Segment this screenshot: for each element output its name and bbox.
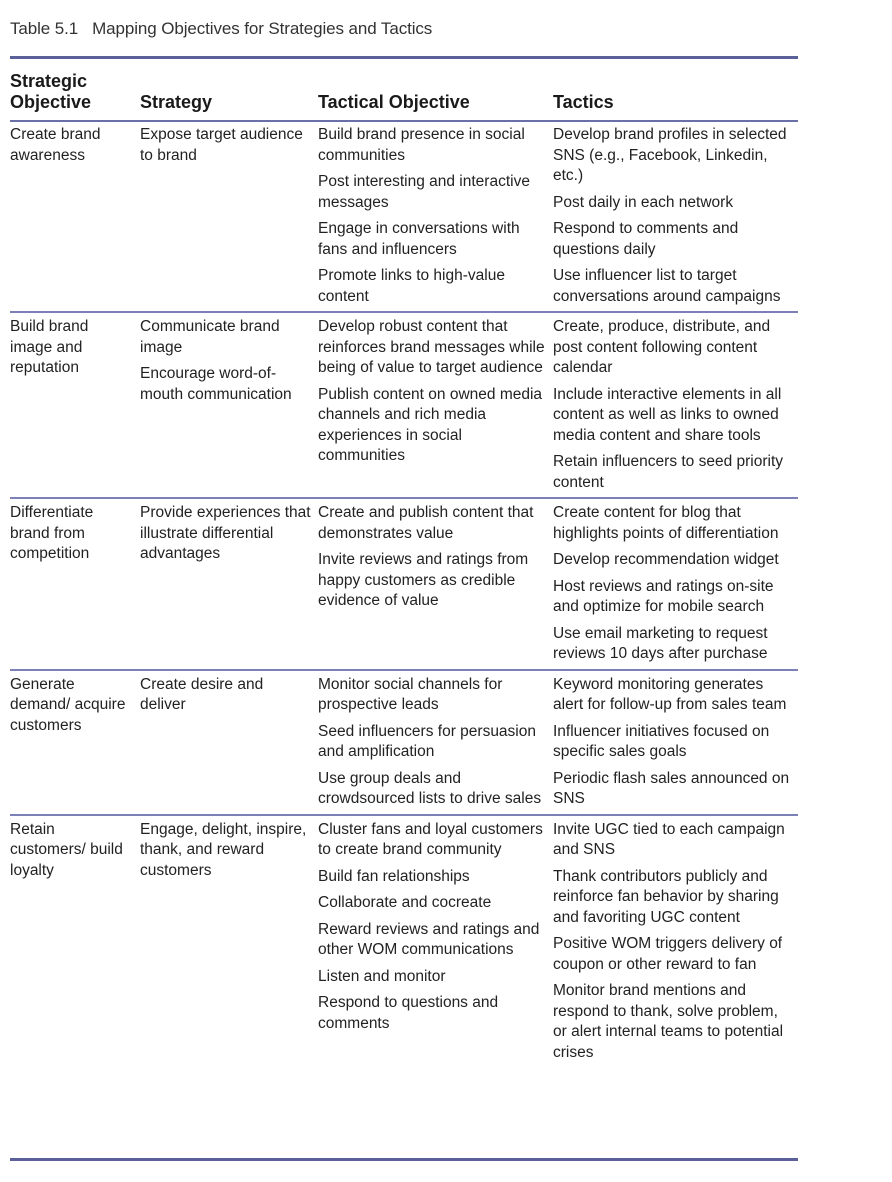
tactics-cell xyxy=(553,498,798,670)
tactic-item: Include interactive elements in all content as well as links to owned media content and share tools xyxy=(553,385,782,444)
strategy-item: Engage, delight, inspire, thank, and reward customers xyxy=(140,820,307,879)
table-row xyxy=(10,815,798,1068)
strategic-objective-text: Build brand image and reputation xyxy=(10,318,89,376)
tactic-item: Retain influencers to seed priority content xyxy=(553,453,784,491)
tactical-objective-item: Reward reviews and ratings and other WOM communications xyxy=(318,920,540,958)
strategic-objective-text: Retain customers/ build loyalty xyxy=(10,820,123,879)
tactical-objective-cell xyxy=(318,670,553,815)
tactical-objective-item: Seed influencers for persuasion and amplification xyxy=(318,722,536,760)
tactical-objective-item: Post interesting and interactive messages xyxy=(318,173,530,211)
strategic-objective-text: Create brand awareness xyxy=(10,126,101,164)
tactical-objective-item: Listen and monitor xyxy=(318,967,446,985)
table-body xyxy=(10,121,798,1067)
tactic-item: Monitor brand mentions and respond to thank, solve problem, or alert internal teams to potential crises xyxy=(553,982,784,1061)
tactical-objective-item: Use group deals and crowdsourced lists to drive sales xyxy=(318,769,542,807)
tactic-item: Create content for blog that highlights points of differentiation xyxy=(553,504,779,542)
tactic-item: Use email marketing to request reviews 10 days after purchase xyxy=(553,624,768,662)
strategy-item: Create desire and deliver xyxy=(140,675,264,713)
tactical-objective-cell xyxy=(318,121,553,312)
tactic-item: Develop brand profiles in selected SNS (e.g., Facebook, Linkedin, etc.) xyxy=(553,126,787,184)
tactic-item: Positive WOM triggers delivery of coupon or other reward to fan xyxy=(553,935,783,973)
header-tactical-objective: Tactical Objective xyxy=(318,92,470,112)
strategic-objective-cell xyxy=(10,121,140,312)
strategy-cell xyxy=(140,121,318,312)
tactical-objective-item: Engage in conversations with fans and influencers xyxy=(318,220,520,258)
tactic-item: Host reviews and ratings on-site and optimize for mobile search xyxy=(553,577,774,615)
tactical-objective-item: Respond to questions and comments xyxy=(318,994,499,1032)
tactics-cell xyxy=(553,121,798,312)
strategic-objective-text: Generate demand/ acquire customers xyxy=(10,675,126,734)
tactical-objective-cell xyxy=(318,815,553,1068)
objectives-table xyxy=(10,59,798,1067)
header-tactics: Tactics xyxy=(553,92,614,112)
table-title: Mapping Objectives for Strategies and Tactics xyxy=(92,19,433,38)
tactical-objective-cell xyxy=(318,312,553,498)
header-row xyxy=(10,59,798,121)
tactical-objective-item: Promote links to high-value content xyxy=(318,267,505,305)
tactics-cell xyxy=(553,312,798,498)
strategy-cell xyxy=(140,815,318,1068)
tactics-cell xyxy=(553,670,798,815)
table-row xyxy=(10,670,798,815)
strategic-objective-cell xyxy=(10,498,140,670)
tactical-objective-item: Invite reviews and ratings from happy customers as credible evidence of value xyxy=(318,551,529,609)
tactical-objective-item: Develop robust content that reinforces brand messages while being of value to target audience xyxy=(318,318,545,376)
strategy-cell xyxy=(140,670,318,815)
strategy-item: Communicate brand image xyxy=(140,318,280,356)
strategic-objective-cell xyxy=(10,815,140,1068)
strategy-cell xyxy=(140,498,318,670)
table-caption xyxy=(10,19,432,39)
tactic-item: Post daily in each network xyxy=(553,193,734,211)
strategic-objective-text: Differentiate brand from competition xyxy=(10,504,94,562)
strategy-cell xyxy=(140,312,318,498)
tactical-objective-item: Publish content on owned media channels and rich media experiences in social communities xyxy=(318,385,543,464)
tactic-item: Influencer initiatives focused on specific sales goals xyxy=(553,722,770,760)
strategic-objective-cell xyxy=(10,670,140,815)
table-row xyxy=(10,121,798,312)
tactical-objective-item: Collaborate and cocreate xyxy=(318,894,492,911)
tactics-cell xyxy=(553,815,798,1068)
tactic-item: Create, produce, distribute, and post content following content calendar xyxy=(553,318,771,376)
table-row xyxy=(10,498,798,670)
header-strategic-objective: Strategic Objective xyxy=(10,71,92,112)
tactical-objective-cell xyxy=(318,498,553,670)
tactic-item: Thank contributors publicly and reinforce fan behavior by sharing and favoriting UGC content xyxy=(553,867,779,926)
tactic-item: Invite UGC tied to each campaign and SNS xyxy=(553,820,785,858)
strategic-objective-cell xyxy=(10,312,140,498)
tactic-item: Develop recommendation widget xyxy=(553,551,779,568)
tactical-objective-item: Build brand presence in social communities xyxy=(318,126,525,164)
bottom-rule xyxy=(10,1158,798,1161)
table-row xyxy=(10,312,798,498)
tactic-item: Respond to comments and questions daily xyxy=(553,220,739,258)
header-strategy: Strategy xyxy=(140,92,213,112)
table-number: Table 5.1 xyxy=(10,19,79,38)
tactic-item: Periodic flash sales announced on SNS xyxy=(553,769,790,807)
strategy-item: Encourage word-of-mouth communication xyxy=(140,365,292,403)
tactical-objective-item: Create and publish content that demonstrates value xyxy=(318,504,534,542)
tactical-objective-item: Cluster fans and loyal customers to create brand community xyxy=(318,820,543,858)
tactic-item: Keyword monitoring generates alert for follow-up from sales team xyxy=(553,675,787,713)
tactical-objective-item: Monitor social channels for prospective leads xyxy=(318,675,503,713)
tactical-objective-item: Build fan relationships xyxy=(318,867,470,885)
strategy-item: Provide experiences that illustrate differential advantages xyxy=(140,504,311,562)
strategy-item: Expose target audience to brand xyxy=(140,126,303,164)
tactic-item: Use influencer list to target conversations around campaigns xyxy=(553,267,781,305)
